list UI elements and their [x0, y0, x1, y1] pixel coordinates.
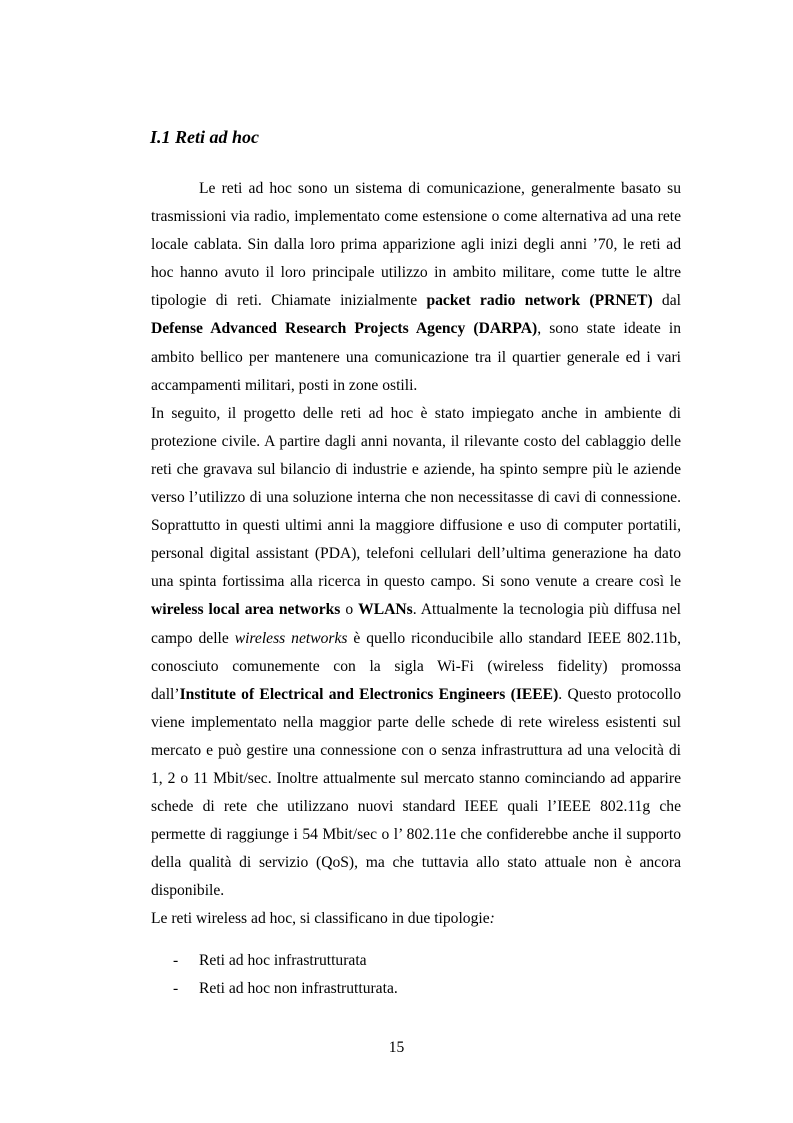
list-item — [173, 947, 398, 975]
term-wlan: wireless local area networks — [151, 601, 341, 619]
term-ieee: Institute of Electrical and Electronics Engineers (IEEE) — [179, 685, 559, 703]
typology-list — [173, 947, 398, 1004]
section-heading: I.1 Reti ad hoc — [150, 127, 260, 147]
list-item-text: Reti ad hoc non infrastrutturata. — [199, 980, 398, 998]
list-item — [173, 975, 398, 1003]
list-item-text: Reti ad hoc infrastrutturata — [199, 952, 367, 969]
term-wlans: WLANs — [358, 601, 413, 619]
page-number: 15 — [388, 1039, 405, 1056]
paragraph-intro: Le reti ad hoc sono un sistema di comunicazione, generalmente basato su trasmissioni via radio, implementato come estensione o come alternativa ad una rete locale cablata. Sin dalla loro prima apparizione agli inizi degli anni ’70, le reti ad hoc hanno avuto il loro principale utilizzo in ambito militare, come tutte le altre tipologie di reti. Chiamate inizialmente packet radio network (PRNET) dal Defense Advanced Research Projects Agency (DARPA), sono state ideate in ambito bellico per mantenere una comunicazione tra il quartier generale ed i vari accampamenti militari, posti in zone ostili. — [151, 180, 681, 394]
colon: : — [489, 910, 495, 928]
dash-bullet: - — [173, 980, 179, 998]
dash-bullet: - — [173, 952, 179, 969]
term-darpa: Defense Advanced Research Projects Agency (DARPA) — [151, 320, 538, 338]
term-prnet: packet radio network (PRNET) — [426, 292, 653, 310]
body-text — [151, 175, 681, 934]
term-wireless-networks: wireless networks — [234, 629, 348, 647]
paragraph-classification: Le reti wireless ad hoc, si classificano in due tipologie: — [151, 910, 495, 928]
paragraph-history: In seguito, il progetto delle reti ad hoc è stato impiegato anche in ambiente di protezione civile. A partire dagli anni novanta, il rilevante costo del cablaggio delle reti che gravava sul bilancio di industrie e aziende, ha spinto sempre più le aziende verso l’utilizzo di una soluzione interna che non necessitasse di cavi di connessione. Soprattutto in questi ultimi anni la maggiore diffusione e uso di computer portatili, personal digital assistant (PDA), telefoni cellulari dell’ultima generazione ha dato una spinta fortissima alla ricerca in questo campo. Si sono venute a creare così le wireless local area networks o WLANs. Attualmente la tecnologia più diffusa nel campo delle wireless networks è quello riconducibile allo standard IEEE 802.11b, conosciuto comunemente con la sigla Wi-Fi (wireless fidelity) promossa dall’Institute of Electrical and Electronics Engineers (IEEE). Questo protocollo viene implementato nella maggior parte delle schede di rete wireless esistenti sul mercato e può gestire una connessione con o senza infrastruttura ad una velocità di 1, 2 o 11 Mbit/sec. Inoltre attualmente sul mercato stanno cominciando ad apparire schede di rete che utilizzano nuovi standard IEEE quali l’IEEE 802.11g che permette di raggiunge i 54 Mbit/sec o l’ 802.11e che confiderebbe anche il supporto della qualità di servizio (QoS), ma che tuttavia allo stato attuale non è ancora disponibile. — [151, 404, 682, 900]
